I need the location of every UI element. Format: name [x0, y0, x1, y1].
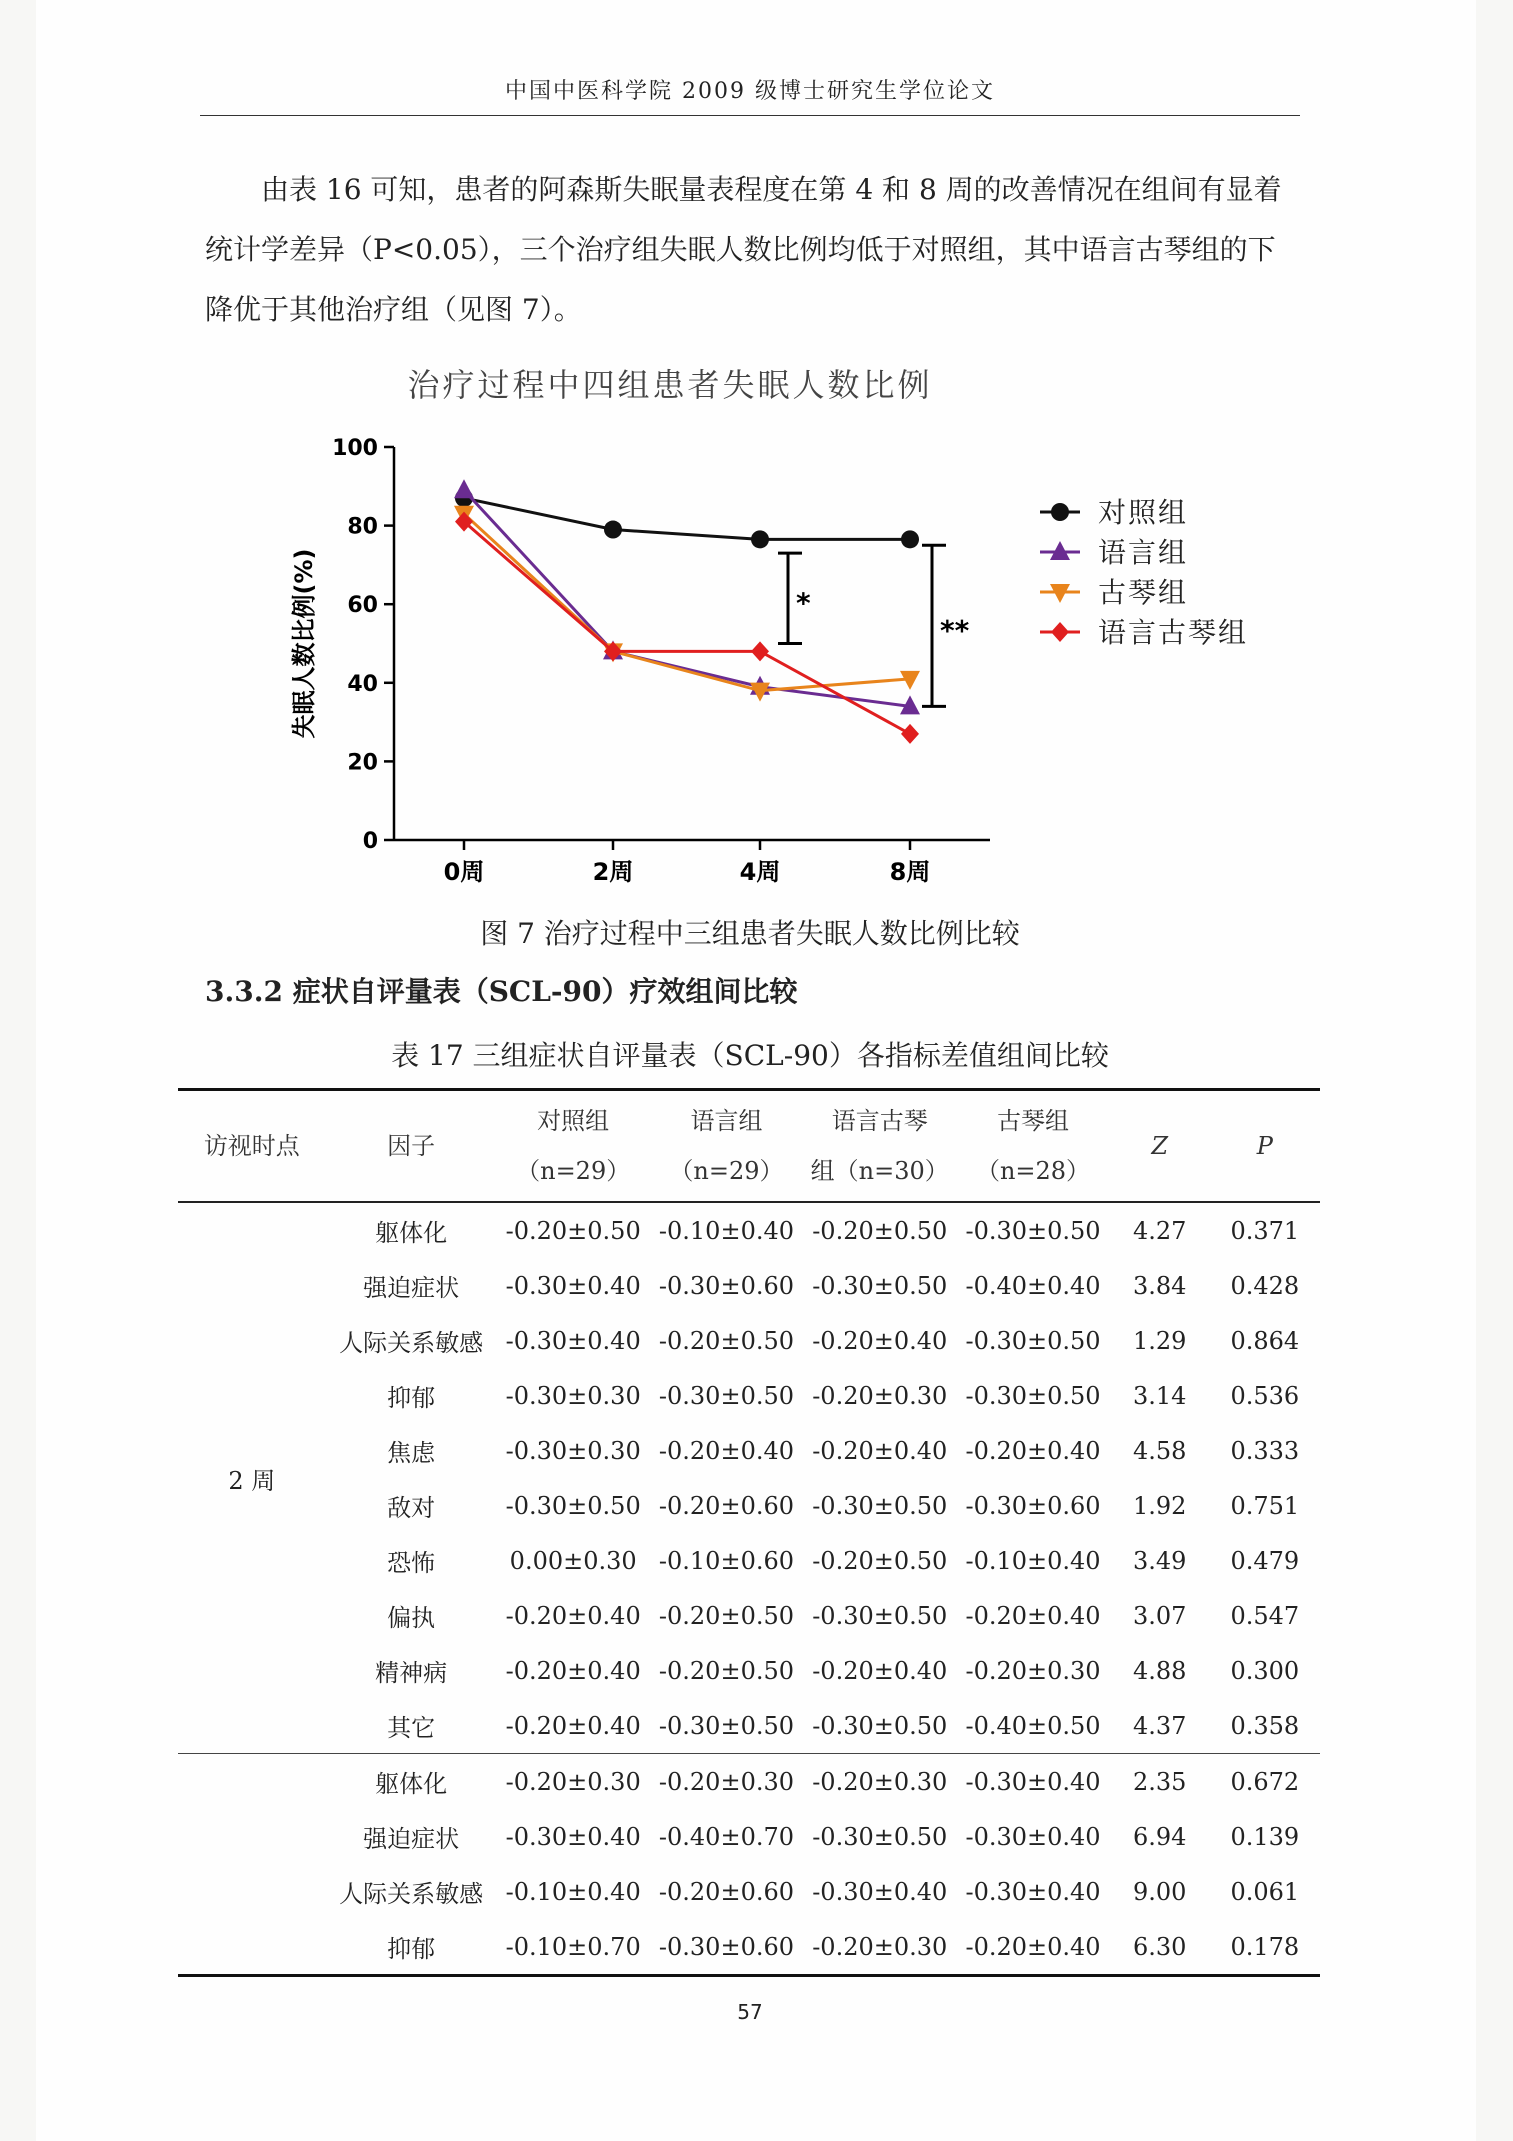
table-body	[178, 1202, 1320, 1976]
cell-g1: -0.30±0.40	[505, 1271, 641, 1300]
cell-p: 0.178	[1230, 1932, 1300, 1961]
cell-g4: -0.30±0.50	[965, 1216, 1101, 1245]
x-tick-label: 0周	[443, 858, 485, 886]
cell-g1: -0.30±0.30	[505, 1381, 641, 1410]
cell-g4: -0.40±0.50	[965, 1711, 1101, 1740]
cell-g3: -0.20±0.50	[812, 1216, 948, 1245]
cell-g1: -0.10±0.40	[505, 1877, 641, 1906]
data-point	[901, 530, 919, 548]
cell-factor: 恐怖	[387, 1549, 436, 1577]
page-number: 57	[737, 2000, 763, 2024]
cell-g2: -0.30±0.50	[658, 1711, 794, 1740]
cell-g4: -0.30±0.50	[965, 1326, 1101, 1355]
cell-z: 4.58	[1132, 1436, 1187, 1465]
cell-z: 4.27	[1132, 1216, 1187, 1245]
cell-factor: 其它	[387, 1714, 436, 1742]
x-tick-label: 4周	[739, 858, 781, 886]
cell-g3: -0.30±0.50	[812, 1711, 948, 1740]
cell-p: 0.864	[1230, 1326, 1300, 1355]
figure-7-chart	[270, 360, 1300, 900]
cell-z: 9.00	[1132, 1877, 1187, 1906]
cell-g1: 0.00±0.30	[509, 1546, 637, 1575]
cell-g4: -0.30±0.40	[965, 1822, 1101, 1851]
cell-factor: 焦虑	[387, 1439, 436, 1467]
y-tick-label: 60	[347, 593, 378, 619]
cell-factor: 精神病	[375, 1659, 448, 1687]
table-row	[178, 1533, 1320, 1588]
cell-g4: -0.20±0.40	[965, 1436, 1101, 1465]
cell-g1: -0.20±0.40	[505, 1601, 641, 1630]
cell-g4: -0.20±0.40	[965, 1601, 1101, 1630]
series-line	[464, 498, 910, 539]
header-guqin-l1: 古琴组	[997, 1107, 1070, 1135]
table-row	[178, 1864, 1320, 1919]
cell-g3: -0.20±0.30	[812, 1381, 948, 1410]
header-z: Z	[1110, 1090, 1210, 1203]
cell-g3: -0.20±0.30	[812, 1932, 948, 1961]
cell-g2: -0.30±0.50	[658, 1381, 794, 1410]
cell-factor: 偏执	[387, 1604, 436, 1632]
cell-z: 1.29	[1132, 1326, 1187, 1355]
cell-factor: 抑郁	[387, 1384, 436, 1412]
cell-p: 0.428	[1230, 1271, 1300, 1300]
cell-g3: -0.30±0.50	[812, 1271, 948, 1300]
cell-z: 3.07	[1132, 1601, 1187, 1630]
cell-z: 2.35	[1110, 1754, 1210, 1810]
header-p: P	[1210, 1090, 1320, 1203]
header-language-guqin-l2: 组（n=30）	[810, 1157, 949, 1185]
x-tick-label: 8周	[889, 858, 931, 886]
table-row	[178, 1698, 1320, 1754]
cell-g3: -0.30±0.50	[812, 1822, 948, 1851]
cell-g4: -0.30±0.60	[965, 1491, 1101, 1520]
data-point	[751, 530, 769, 548]
scl90-table	[178, 1088, 1320, 1977]
cell-g1: -0.10±0.70	[505, 1932, 641, 1961]
header-control-l1: 对照组	[537, 1107, 610, 1135]
cell-factor: 人际关系敏感	[339, 1329, 484, 1357]
body-paragraph: 由表 16 可知，患者的阿森斯失眠量表程度在第 4 和 8 周的改善情况在组间有显着统计学差异（P<0.05），三个治疗组失眠人数比例均低于对照组，其中语言古琴组的下降优于其他治疗组（见图 7）。	[205, 173, 1282, 326]
cell-z: 6.30	[1132, 1932, 1187, 1961]
line-chart	[270, 360, 1300, 900]
header-language-l1: 语言组	[690, 1107, 763, 1135]
cell-p: 0.061	[1230, 1877, 1300, 1906]
cell-factor: 人际关系敏感	[339, 1880, 484, 1908]
table-row	[178, 1313, 1320, 1368]
cell-factor: 敌对	[387, 1494, 436, 1522]
cell-g1: -0.20±0.40	[505, 1711, 641, 1740]
y-tick-label: 0	[362, 829, 378, 854]
header-language-guqin-l1: 语言古琴	[831, 1107, 928, 1135]
table-row	[178, 1478, 1320, 1533]
cell-g2: -0.20±0.30	[650, 1754, 803, 1810]
significance-label: **	[940, 613, 970, 647]
x-tick-label: 2周	[592, 858, 634, 886]
cell-p: 0.479	[1230, 1546, 1300, 1575]
figure-caption: 图 7 治疗过程中三组患者失眠人数比例比较	[480, 917, 1020, 950]
cell-g3: -0.20±0.40	[812, 1656, 948, 1685]
data-point	[454, 479, 474, 498]
cell-g3: -0.30±0.40	[812, 1877, 948, 1906]
cell-g4: -0.40±0.40	[965, 1271, 1101, 1300]
cell-g3: -0.20±0.40	[812, 1326, 948, 1355]
running-header: 中国中医科学院 2009 级博士研究生学位论文	[200, 74, 1300, 116]
cell-g4: -0.30±0.40	[956, 1754, 1109, 1810]
legend-marker	[1051, 503, 1069, 521]
cell-factor: 抑郁	[387, 1935, 436, 1963]
cell-factor: 强迫症状	[363, 1825, 460, 1853]
cell-factor: 强迫症状	[363, 1274, 460, 1302]
header-language	[650, 1090, 803, 1203]
header-guqin	[956, 1090, 1109, 1203]
cell-g2: -0.20±0.50	[658, 1601, 794, 1630]
cell-factor: 躯体化	[326, 1754, 497, 1810]
cell-g3: -0.20±0.40	[812, 1436, 948, 1465]
cell-g2: -0.20±0.50	[658, 1656, 794, 1685]
cell-g4: -0.10±0.40	[965, 1546, 1101, 1575]
cell-g2: -0.30±0.60	[658, 1932, 794, 1961]
cell-g1: -0.30±0.50	[505, 1491, 641, 1520]
legend-label: 语言组	[1098, 536, 1189, 569]
table-row	[178, 1258, 1320, 1313]
header-control-l2: （n=29）	[516, 1157, 631, 1185]
y-tick-label: 80	[347, 514, 378, 540]
cell-g2: -0.20±0.40	[658, 1436, 794, 1465]
chart-title: 治疗过程中四组患者失眠人数比例	[407, 366, 933, 404]
table-row	[178, 1368, 1320, 1423]
cell-g2: -0.40±0.70	[658, 1822, 794, 1851]
cell-g4: -0.30±0.50	[965, 1381, 1101, 1410]
table-row	[178, 1754, 1320, 1810]
series-line	[464, 522, 910, 734]
header-factor: 因子	[326, 1090, 497, 1203]
cell-g4: -0.30±0.40	[965, 1877, 1101, 1906]
cell-z: 3.84	[1132, 1271, 1187, 1300]
data-point	[751, 641, 769, 661]
data-point	[901, 724, 919, 744]
cell-z: 6.94	[1132, 1822, 1187, 1851]
cell-g1: -0.20±0.50	[505, 1216, 641, 1245]
cell-p: 0.300	[1230, 1656, 1300, 1685]
legend-label: 对照组	[1098, 496, 1189, 529]
section-heading: 3.3.2 症状自评量表（SCL-90）疗效组间比较	[205, 975, 798, 1008]
cell-g3: -0.30±0.50	[812, 1601, 948, 1630]
cell-factor: 躯体化	[375, 1219, 448, 1247]
cell-g2: -0.10±0.60	[658, 1546, 794, 1575]
table-row	[178, 1588, 1320, 1643]
cell-visit	[178, 1754, 326, 1976]
cell-z: 1.92	[1132, 1491, 1187, 1520]
series-line	[464, 490, 910, 706]
y-tick-label: 100	[332, 436, 378, 461]
y-tick-label: 40	[347, 671, 378, 697]
table-row	[178, 1643, 1320, 1698]
header-language-l2: （n=29）	[669, 1157, 784, 1185]
cell-g4: -0.20±0.40	[965, 1932, 1101, 1961]
cell-z: 4.37	[1132, 1711, 1187, 1740]
cell-g2: -0.20±0.60	[658, 1877, 794, 1906]
legend-label: 古琴组	[1098, 576, 1189, 609]
cell-g1: -0.30±0.30	[505, 1436, 641, 1465]
cell-g2: -0.10±0.40	[658, 1216, 794, 1245]
cell-g2: -0.30±0.60	[658, 1271, 794, 1300]
significance-label: *	[796, 586, 811, 620]
table-row	[178, 1202, 1320, 1258]
y-axis-label: 失眠人数比例(%)	[290, 548, 318, 739]
cell-g3: -0.30±0.50	[812, 1491, 948, 1520]
cell-p: 0.358	[1230, 1711, 1300, 1740]
cell-g4: -0.20±0.30	[965, 1656, 1101, 1685]
cell-z: 4.88	[1132, 1656, 1187, 1685]
legend-label: 语言古琴组	[1098, 616, 1249, 649]
cell-g2: -0.20±0.60	[658, 1491, 794, 1520]
legend-marker	[1051, 622, 1069, 642]
cell-g3: -0.20±0.30	[803, 1754, 956, 1810]
cell-g3: -0.20±0.50	[812, 1546, 948, 1575]
table-row	[178, 1423, 1320, 1478]
cell-g1: -0.20±0.30	[497, 1754, 650, 1810]
cell-z: 3.49	[1132, 1546, 1187, 1575]
y-tick-label: 20	[347, 750, 378, 776]
cell-p: 0.139	[1230, 1822, 1300, 1851]
cell-p: 0.536	[1230, 1381, 1300, 1410]
cell-p: 0.751	[1230, 1491, 1300, 1520]
table-caption: 表 17 三组症状自评量表（SCL-90）各指标差值组间比较	[391, 1039, 1109, 1072]
cell-p: 0.672	[1210, 1754, 1320, 1810]
cell-g1: -0.20±0.40	[505, 1656, 641, 1685]
cell-g2: -0.20±0.50	[658, 1326, 794, 1355]
cell-g1: -0.30±0.40	[505, 1326, 641, 1355]
table-row	[178, 1809, 1320, 1864]
header-language-guqin	[803, 1090, 956, 1203]
header-guqin-l2: （n=28）	[975, 1157, 1091, 1185]
header-control	[497, 1090, 650, 1203]
cell-visit: 2 周	[228, 1466, 276, 1495]
data-point	[604, 521, 622, 539]
cell-z: 3.14	[1132, 1381, 1187, 1410]
cell-g1: -0.30±0.40	[505, 1822, 641, 1851]
table-row	[178, 1919, 1320, 1976]
header-visit: 访视时点	[178, 1090, 326, 1203]
table-header-row	[178, 1090, 1320, 1203]
cell-p: 0.371	[1230, 1216, 1300, 1245]
cell-p: 0.333	[1230, 1436, 1300, 1465]
cell-p: 0.547	[1230, 1601, 1300, 1630]
